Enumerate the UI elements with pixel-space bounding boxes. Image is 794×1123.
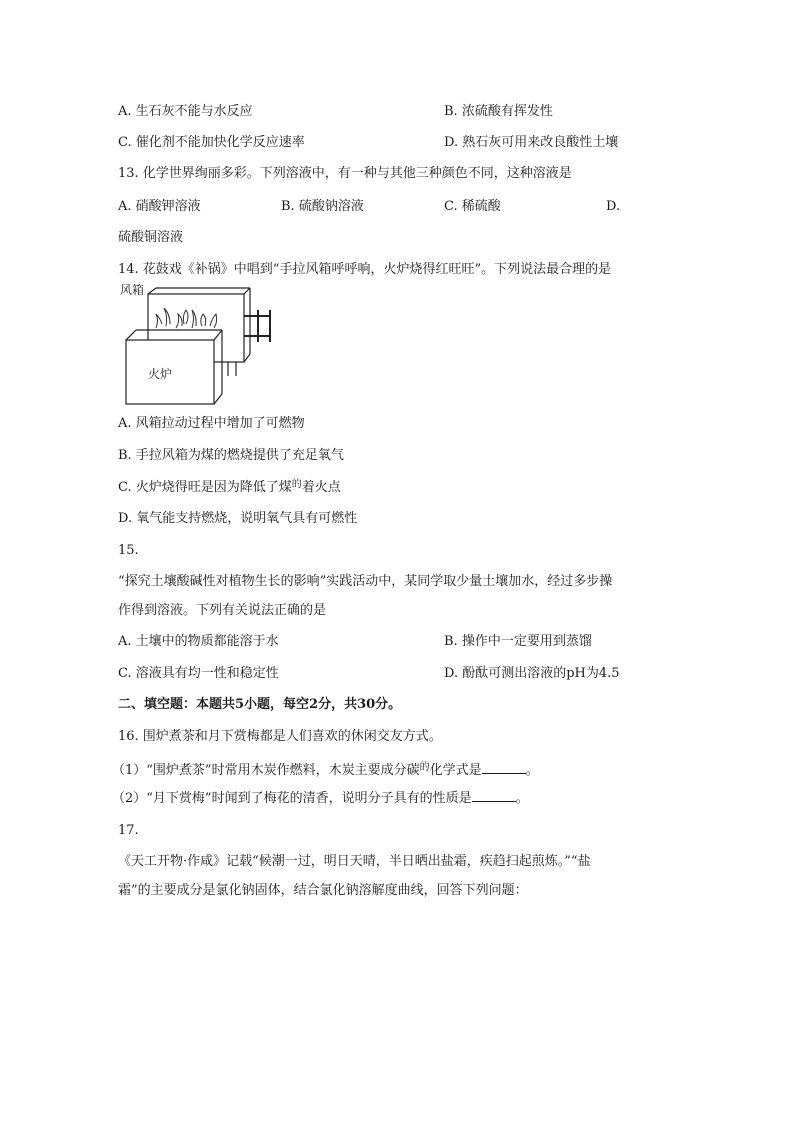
q16-part1-before: （1）“围炉煮茶”时常用木炭作燃料，木炭主要成分碳 <box>112 763 420 778</box>
q14-option-c-after: 着火点 <box>301 480 341 495</box>
q12-option-a: A. 生石灰不能与水反应 <box>118 104 253 119</box>
q12-option-b: B. 浓硫酸有挥发性 <box>444 104 553 119</box>
q16-part1-sup: 的 <box>419 762 430 773</box>
q14-option-a: A. 风箱拉动过程中增加了可燃物 <box>118 416 305 431</box>
q16-part2 <box>112 789 529 808</box>
figure-label-bellows: 风箱 <box>120 283 145 297</box>
q13-option-d-text: 硫酸铜溶液 <box>118 230 184 245</box>
q16-stem: 16. 围炉煮茶和月下赏梅都是人们喜欢的休闲交友方式。 <box>118 729 442 744</box>
q15-option-a: A. 土壤中的物质都能溶于水 <box>118 634 279 649</box>
q15-stem-line2: 作得到溶液。下列有关说法正确的是 <box>118 603 327 618</box>
q13-option-b: B. 硫酸钠溶液 <box>281 199 364 214</box>
q16-part1-answer-blank[interactable] <box>482 761 526 774</box>
q13-stem: 13. 化学世界绚丽多彩。下列溶液中，有一种与其他三种颜色不同，这种溶液是 <box>118 166 572 181</box>
q14-stem: 14. 花鼓戏《补锅》中唱到“手拉风箱呼呼响，火炉烧得红旺旺”。下列说法最合理的是 <box>118 262 612 277</box>
q16-part1-end: 。 <box>525 763 539 778</box>
q16-part1-after: 化学式是 <box>429 763 482 778</box>
q13-option-c: C. 稀硫酸 <box>444 199 501 214</box>
q14-option-c-before: C. 火炉烧得旺是因为降低了煤 <box>118 480 292 495</box>
q17-line2: 霜”的主要成分是氯化钠固体，结合氯化钠溶解度曲线，回答下列问题： <box>118 883 528 898</box>
q15-option-b: B. 操作中一定要用到蒸馏 <box>444 634 592 649</box>
bellows-furnace-figure <box>118 280 278 410</box>
q15-number: 15. <box>118 543 139 558</box>
q13-option-d: D. <box>606 199 621 214</box>
q16-part2-end: 。 <box>515 791 529 806</box>
q14-option-c <box>118 479 341 498</box>
q15-option-c: C. 溶液具有均一性和稳定性 <box>118 666 279 681</box>
q16-part2-answer-blank[interactable] <box>472 789 516 802</box>
figure-label-furnace: 火炉 <box>148 367 173 381</box>
q15-option-d: D. 酚酞可测出溶液的pH为4.5 <box>444 666 620 681</box>
q12-option-c: C. 催化剂不能加快化学反应速率 <box>118 135 305 150</box>
q14-option-b: B. 手拉风箱为煤的燃烧提供了充足氧气 <box>118 448 344 463</box>
q16-part1 <box>112 761 539 781</box>
q16-part2-text: （2）“月下赏梅”时闻到了梅花的清香，说明分子具有的性质是 <box>112 791 472 806</box>
q17-line1: 《天工开物·作咸》记载“候潮一过，明日天晴，半日晒出盐霜，疾趋扫起煎炼。”“盐 <box>118 854 591 869</box>
q17-number: 17. <box>118 823 139 838</box>
q13-option-a: A. 硝酸钾溶液 <box>118 199 201 214</box>
q14-option-d: D. 氧气能支持燃烧，说明氧气具有可燃性 <box>118 511 358 526</box>
q14-option-c-sup: 的 <box>291 479 302 490</box>
q15-stem-line1: “探究土壤酸碱性对植物生长的影响”实践活动中，某同学取少量土壤加水，经过多步操 <box>118 574 613 589</box>
section2-heading: 二、填空题：本题共5小题，每空2分，共30分。 <box>118 697 402 712</box>
q12-option-d: D. 熟石灰可用来改良酸性土壤 <box>444 135 619 150</box>
